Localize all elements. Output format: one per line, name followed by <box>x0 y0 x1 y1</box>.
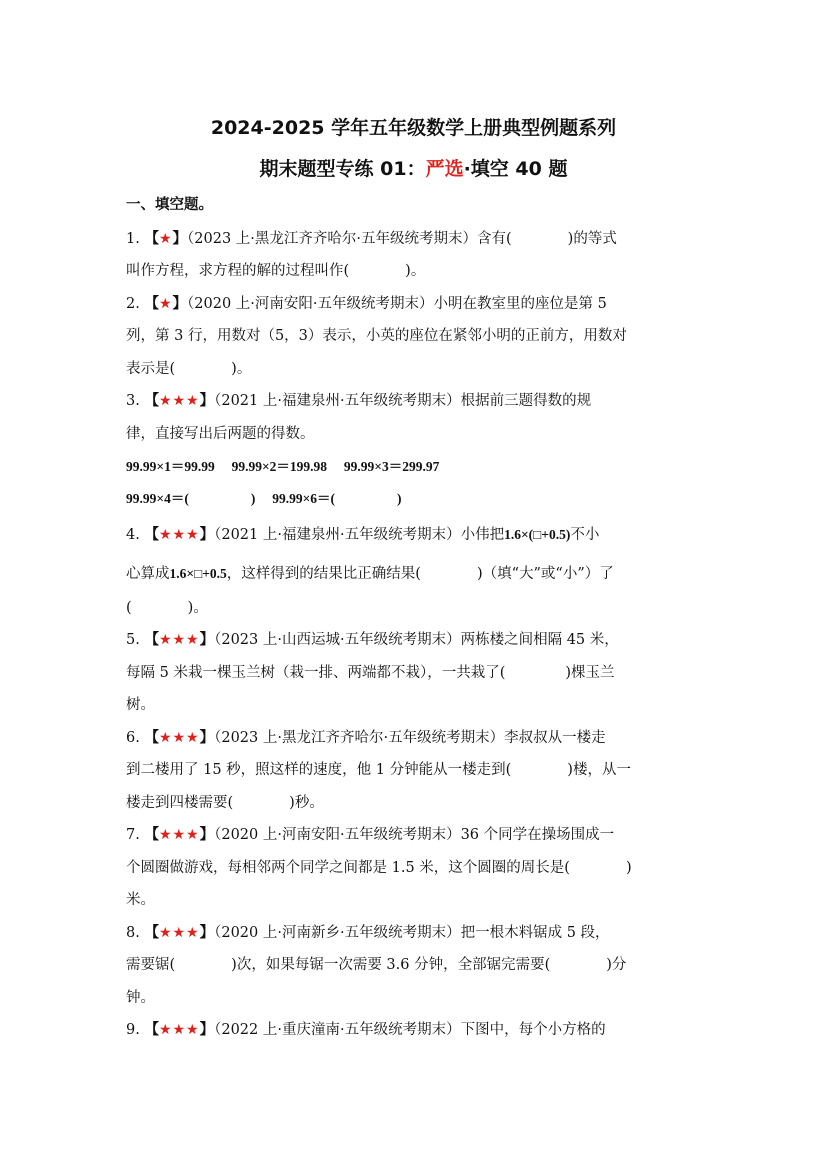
question-text: )。 <box>231 361 252 377</box>
question-text: （2023 上·黑龙江齐齐哈尔·五年级统考期末）李叔叔从一楼走 <box>214 730 606 746</box>
question-3-equations: 99.99×1＝99.99 99.99×2＝199.98 99.99×3＝299.97 <box>126 459 440 474</box>
question-text: 个圆圈做游戏，每相邻两个同学之间都是 1.5 米，这个圆圈的周长是( <box>126 860 570 876</box>
equation-text: ) 99.99×6＝( <box>250 491 336 506</box>
question-4-line-1: 4. 【★★★】（2021 上·福建泉州·五年级统考期末）小伟把1.6×(□+0.5)不小 <box>126 526 600 543</box>
question-8-line-2 <box>126 953 706 974</box>
question-8-line-3: 钟。 <box>126 990 155 1006</box>
document-subtitle <box>0 154 827 181</box>
question-7-line-2 <box>126 856 706 877</box>
difficulty-stars: ★★★ <box>158 1022 200 1038</box>
question-7-line-1: 7. 【★★★】（2020 上·河南安阳·五年级统考期末）36 个同学在操场围成一 <box>126 826 615 843</box>
question-9-line-1: 9. 【★★★】（2022 上·重庆潼南·五年级统考期末）下图中，每个小方格的 <box>126 1021 606 1038</box>
question-text: 心算成 <box>126 566 170 582</box>
question-text: （2022 上·重庆潼南·五年级统考期末）下图中，每个小方格的 <box>214 1022 606 1038</box>
difficulty-stars: ★★★ <box>158 827 200 843</box>
subtitle-prefix: 期末题型专练 01： <box>259 158 426 180</box>
question-text: )楼，从一 <box>567 762 631 778</box>
question-2-line-3 <box>126 357 706 378</box>
question-2-line-1: 2. 【★】（2020 上·河南安阳·五年级统考期末）小明在教室里的座位是第 5 <box>126 295 607 312</box>
question-number: 7. <box>126 827 140 843</box>
difficulty-stars: ★★★ <box>158 393 200 409</box>
question-text: ( <box>126 600 132 616</box>
question-number: 8. <box>126 925 140 941</box>
question-number: 5. <box>126 632 140 648</box>
question-text: )秒。 <box>289 795 324 811</box>
question-text: )分 <box>606 957 627 973</box>
equation-text: 99.99×4＝( <box>126 491 189 506</box>
question-number: 6. <box>126 730 140 746</box>
difficulty-stars: ★ <box>158 231 173 247</box>
difficulty-stars: ★★★ <box>158 632 200 648</box>
question-text: （2023 上·黑龙江齐齐哈尔·五年级统考期末）含有( <box>187 231 512 247</box>
question-4-line-3 <box>126 596 706 617</box>
question-text: （2020 上·河南安阳·五年级统考期末）小明在教室里的座位是第 5 <box>187 296 607 312</box>
question-text: （2020 上·河南新乡·五年级统考期末）把一根木料锯成 5 段， <box>214 925 610 941</box>
question-text: 需要锯( <box>126 957 176 973</box>
math-expression: 1.6×(□+0.5) <box>504 527 571 542</box>
difficulty-stars: ★★★ <box>158 730 200 746</box>
question-3-answers <box>126 487 706 507</box>
question-text: 叫作方程，求方程的解的过程叫作( <box>126 263 350 279</box>
question-number: 2. <box>126 296 140 312</box>
difficulty-stars: ★★★ <box>158 527 200 543</box>
question-text: 楼走到四楼需要( <box>126 795 234 811</box>
question-3-line-1: 3. 【★★★】（2021 上·福建泉州·五年级统考期末）根据前三题得数的规 <box>126 392 592 409</box>
question-5-line-1: 5. 【★★★】（2023 上·山西运城·五年级统考期末）两栋楼之间相隔 45 米， <box>126 631 619 648</box>
question-1-line-2 <box>126 259 706 280</box>
question-text: )（填“大”或“小”）了 <box>476 566 614 582</box>
question-4-line-2 <box>126 562 706 583</box>
question-text: （2021 上·福建泉州·五年级统考期末）根据前三题得数的规 <box>214 393 592 409</box>
question-text: )棵玉兰 <box>565 665 615 681</box>
question-text: )的等式 <box>567 231 617 247</box>
question-text: 每隔 5 米栽一棵玉兰树（栽一排、两端都不栽），一共栽了( <box>126 665 506 681</box>
question-text: （2023 上·山西运城·五年级统考期末）两栋楼之间相隔 45 米， <box>214 632 619 648</box>
question-6-line-3 <box>126 791 706 812</box>
question-text: 表示是( <box>126 361 176 377</box>
question-number: 3. <box>126 393 140 409</box>
subtitle-suffix: ·填空 40 题 <box>463 158 568 180</box>
question-text: )次，如果每锯一次需要 3.6 分钟，全部锯完需要( <box>231 957 551 973</box>
question-2-line-2: 列，第 3 行，用数对（5，3）表示，小英的座位在紧邻小明的正前方，用数对 <box>126 328 627 344</box>
section-heading: 一、填空题。 <box>126 197 213 213</box>
question-text: 到二楼用了 15 秒，照这样的速度，他 1 分钟能从一楼走到( <box>126 762 512 778</box>
difficulty-stars: ★★★ <box>158 925 200 941</box>
difficulty-stars: ★ <box>158 296 173 312</box>
question-text: （2020 上·河南安阳·五年级统考期末）36 个同学在操场围成一 <box>214 827 615 843</box>
question-1-line-1: 1. 【★】（2023 上·黑龙江齐齐哈尔·五年级统考期末）含有( )的等式 <box>126 230 617 247</box>
question-6-line-2 <box>126 758 706 779</box>
question-5-line-3: 树。 <box>126 697 155 713</box>
subtitle-highlight: 严选 <box>425 158 464 180</box>
math-expression: 1.6×□+0.5 <box>169 566 227 581</box>
question-text: )。 <box>405 263 426 279</box>
document-title: 2024-2025 学年五年级数学上册典型例题系列 <box>210 117 617 139</box>
question-3-line-2: 律，直接写出后两题的得数。 <box>126 426 315 442</box>
equation-text: ) <box>397 491 402 506</box>
question-text: （2021 上·福建泉州·五年级统考期末）小伟把 <box>214 527 505 543</box>
question-text: ) <box>625 860 632 876</box>
question-5-line-2 <box>126 661 706 682</box>
question-6-line-1: 6. 【★★★】（2023 上·黑龙江齐齐哈尔·五年级统考期末）李叔叔从一楼走 <box>126 729 606 746</box>
question-number: 9. <box>126 1022 140 1038</box>
question-number: 1. <box>126 231 140 247</box>
question-8-line-1: 8. 【★★★】（2020 上·河南新乡·五年级统考期末）把一根木料锯成 5 段， <box>126 924 610 941</box>
question-text: 不小 <box>570 527 600 543</box>
question-text: ，这样得到的结果比正确结果( <box>226 566 421 582</box>
question-text: )。 <box>187 600 208 616</box>
question-7-line-3: 米。 <box>126 892 155 908</box>
question-number: 4. <box>126 527 140 543</box>
